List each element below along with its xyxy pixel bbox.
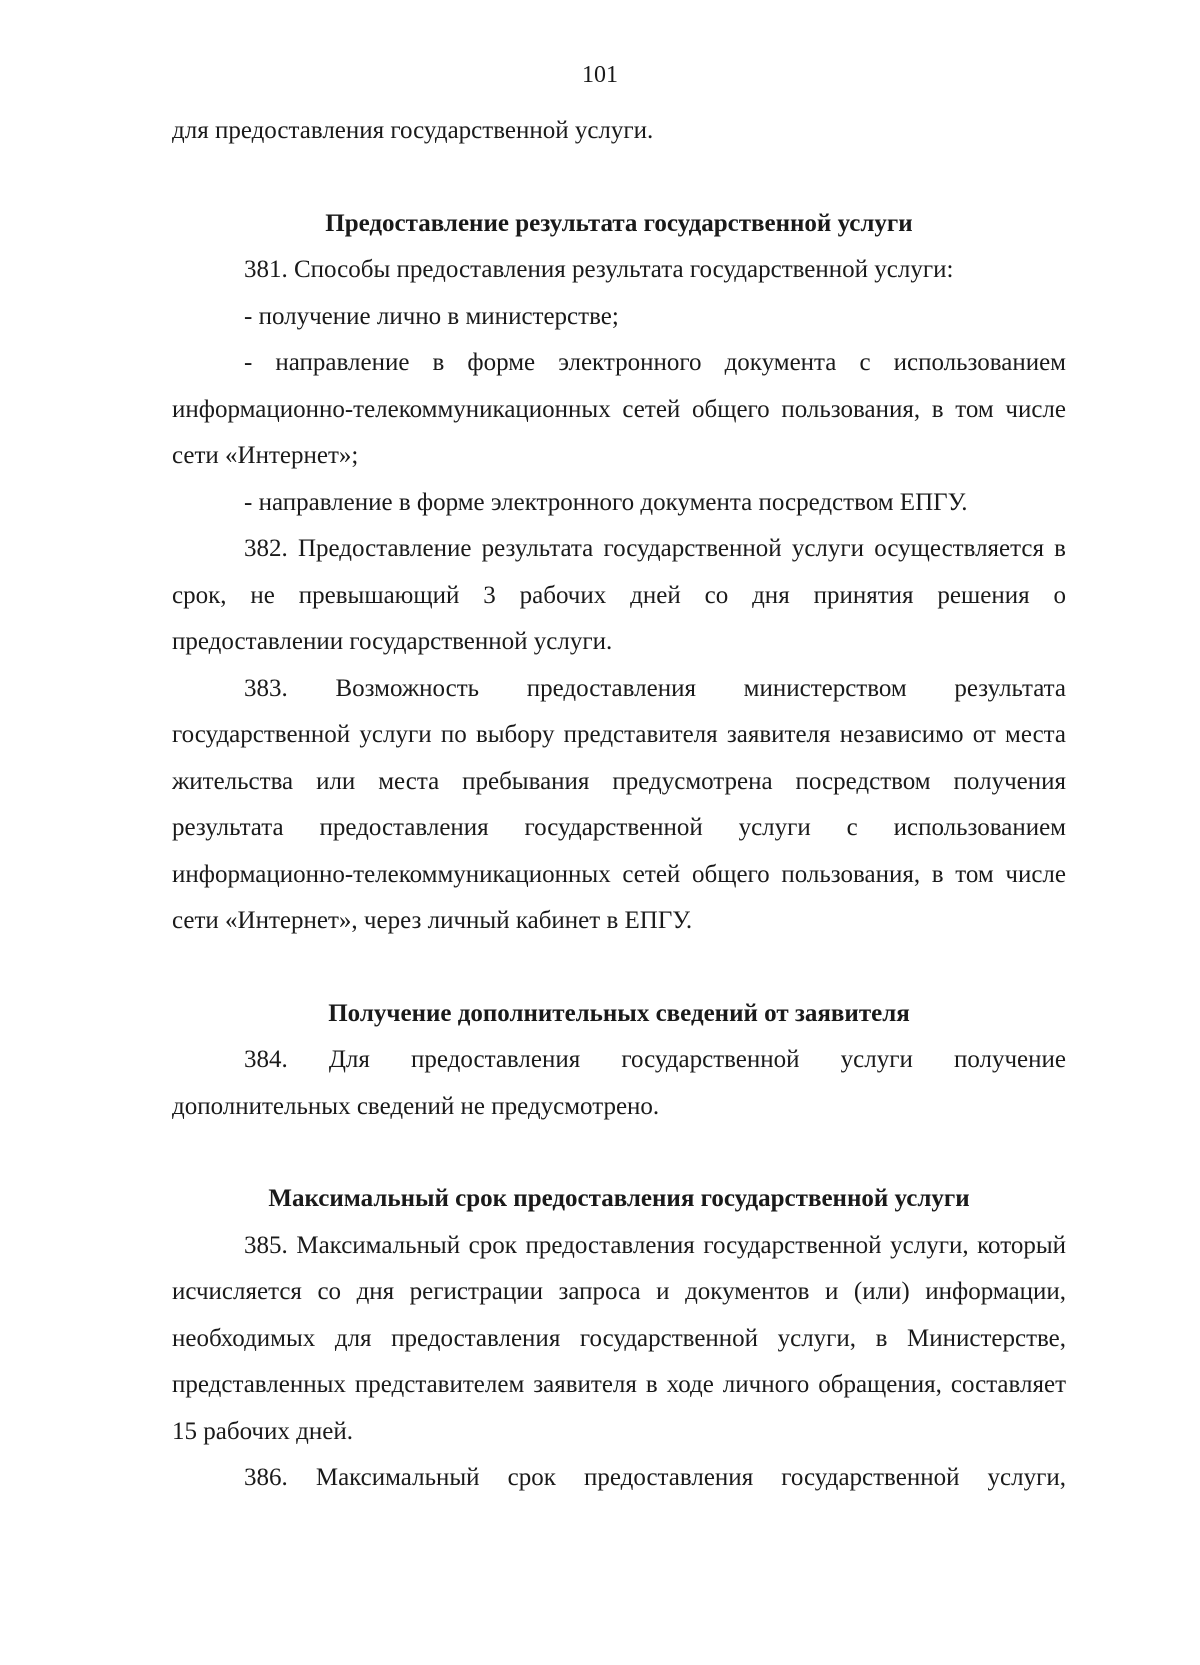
section-spacer xyxy=(172,1130,1066,1176)
section-heading-max-term: Максимальный срок предоставления государственной услуги xyxy=(268,1185,970,1212)
section-spacer xyxy=(172,945,1066,991)
section-spacer xyxy=(172,155,1066,201)
paragraph-386: 386. Максимальный срок предоставления государственной услуги, xyxy=(244,1464,1066,1491)
list-item-in-person: - получение лично в министерстве; xyxy=(244,302,619,330)
paragraph-381: 381. Способы предоставления результата государственной услуги: xyxy=(244,256,954,283)
section-heading-result: Предоставление результата государственной услуги xyxy=(325,209,913,237)
section-heading-additional-info: Получение дополнительных сведений от заявителя xyxy=(328,999,910,1027)
paragraph-384: 384. Для предоставления государственной услуги получение дополнительных сведений не предусмотрено. xyxy=(172,1046,1066,1120)
page-number: 101 xyxy=(582,62,618,88)
document-body xyxy=(172,108,1066,1502)
paragraph-383: 383. Возможность предоставления министерством результата государственной услуги по выбору представителя заявителя независимо от места жительства или места пребывания предусмотрена посредством получения результата предоставления государственной услуги с использованием информационно-телекоммуникационных сетей общего пользования, в том числе сети «Интернет», через личный кабинет в ЕПГУ. xyxy=(172,674,1066,934)
paragraph-385: 385. Максимальный срок предоставления государственной услуги, который исчисляется со дня регистрации запроса и документов и (или) информации, необходимых для предоставления государственной услуги, в Министерстве, представленных представителем заявителя в ходе личного обращения, составляет 15 рабочих дней. xyxy=(172,1231,1066,1445)
list-item-electronic-network: - направление в форме электронного документа с использованием информационно-телекоммуникационных сетей общего пользования, в том числе сети «Интернет»; xyxy=(172,349,1066,469)
continuation-text: для предоставления государственной услуги. xyxy=(172,117,654,144)
paragraph-382: 382. Предоставление результата государственной услуги осуществляется в срок, не превышающий 3 рабочих дней со дня принятия решения о предоставлении государственной услуги. xyxy=(172,535,1066,655)
list-item-electronic-epgu: - направление в форме электронного документа посредством ЕПГУ. xyxy=(244,488,968,516)
